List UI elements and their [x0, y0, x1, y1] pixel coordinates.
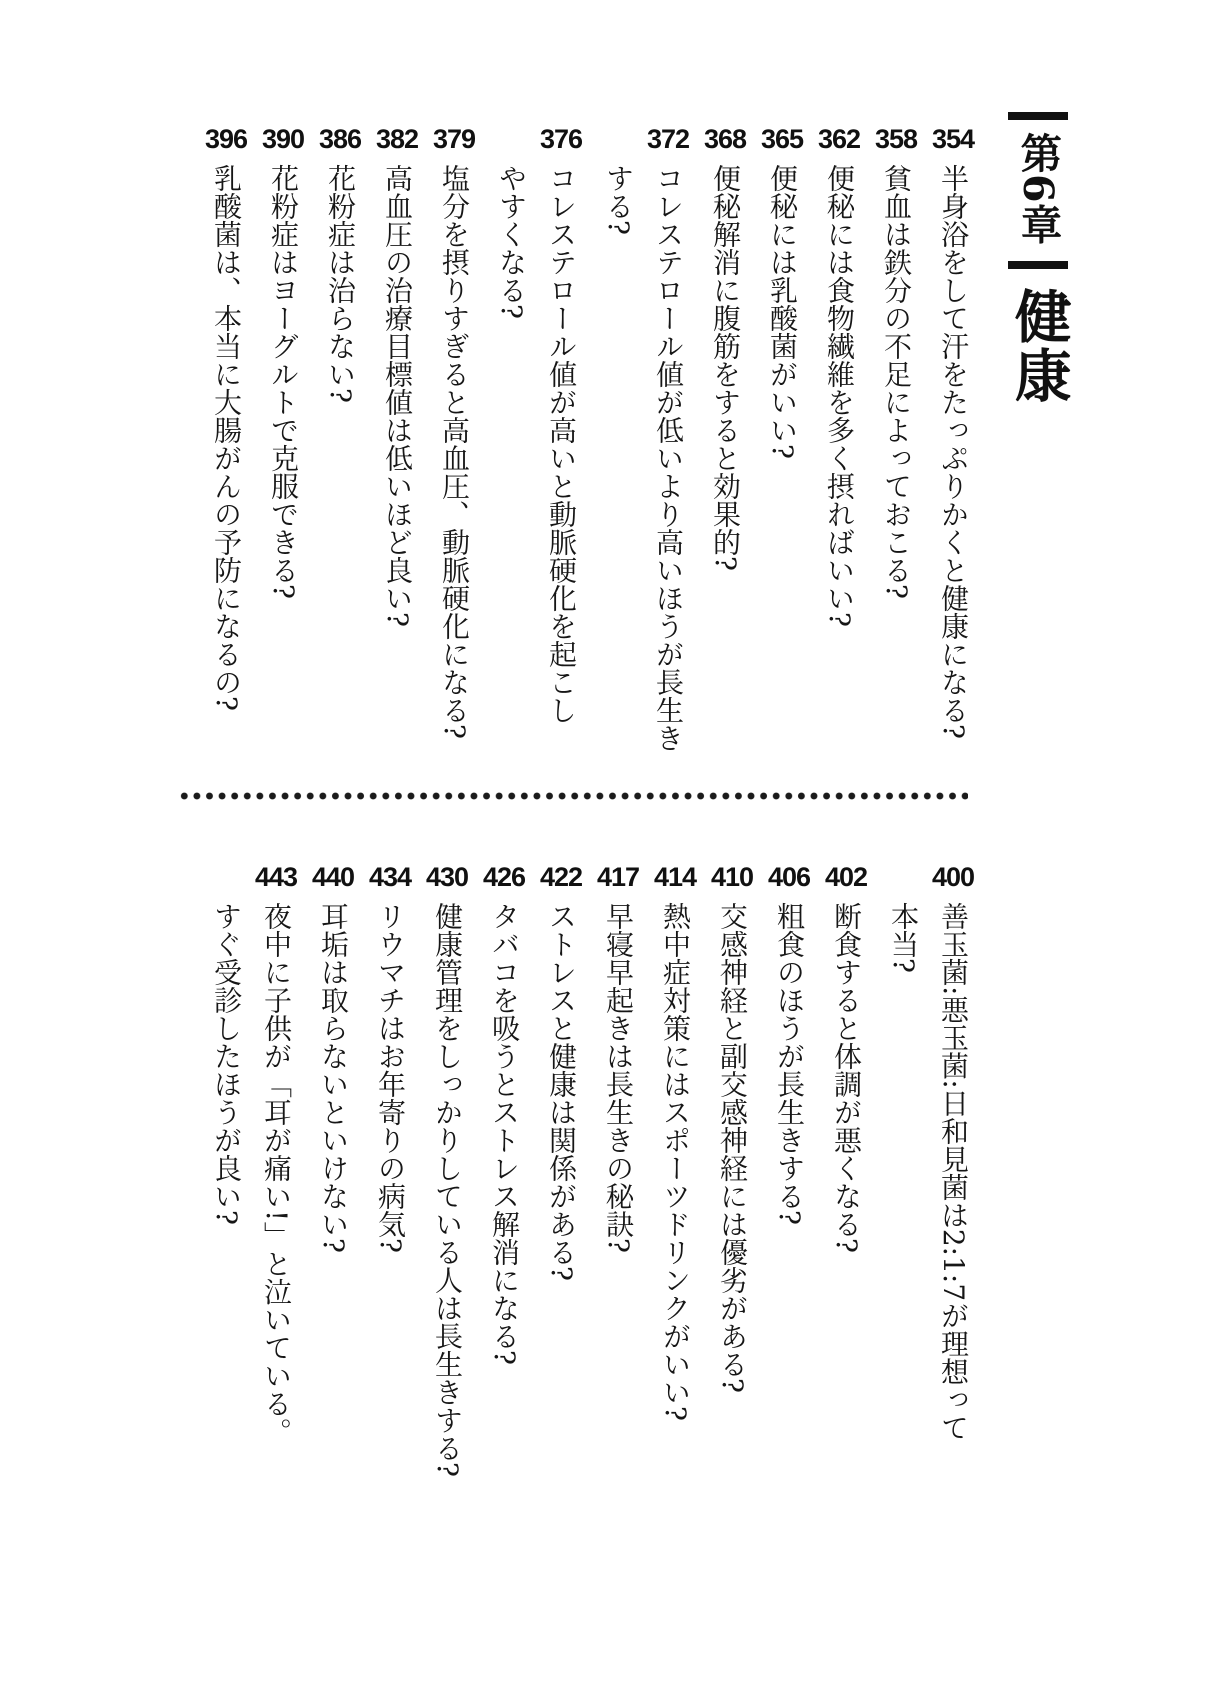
entry-text-line: コレステロール値が低いより高いほうが長生き [652, 164, 685, 752]
entry-title-vertical-text [315, 164, 365, 403]
entry-title-vertical-text [486, 164, 586, 724]
entry-text-line: コレステロール値が高いと動脈硬化を起こし [545, 164, 578, 724]
entry-page-number: 382 [375, 124, 419, 154]
toc-section-lower [201, 862, 978, 1477]
toc-entry [764, 862, 814, 1225]
toc-entry [650, 862, 700, 1421]
toc-entry [365, 862, 415, 1253]
toc-entry [422, 862, 472, 1477]
entry-page-number: 400 [931, 862, 975, 892]
entry-page-number: 362 [817, 124, 861, 154]
entry-title-vertical-text [764, 902, 814, 1225]
entry-page-number: 410 [710, 862, 754, 892]
entry-page-number: 406 [767, 862, 811, 892]
entry-page-number: 354 [931, 124, 975, 154]
entry-text-line: 耳垢は取らないといけない? [317, 902, 350, 1254]
entry-title-vertical-text [365, 902, 415, 1253]
toc-entry [486, 124, 586, 724]
entry-page-number: 402 [824, 862, 868, 892]
entry-text-line: 乳酸菌は、本当に大腸がんの予防になるの? [210, 164, 243, 712]
toc-entry [821, 862, 871, 1253]
entry-page-number: 426 [482, 862, 526, 892]
entry-page-number: 417 [596, 862, 640, 892]
toc-entry [593, 862, 643, 1253]
entry-title-vertical-text [928, 164, 978, 739]
entry-text-line: 半身浴をして汗をたっぷりかくと健康になる? [937, 164, 970, 740]
entry-text-line: やすくなる? [495, 164, 528, 320]
toc-entry [429, 124, 479, 739]
entry-title-vertical-text [814, 164, 864, 627]
entry-title-vertical-text [201, 164, 251, 711]
entry-page-number: 368 [703, 124, 747, 154]
toc-entry [315, 124, 365, 403]
header-rule-bottom [1008, 261, 1068, 269]
entry-page-number: 365 [760, 124, 804, 154]
entry-text-line: 本当? [887, 902, 920, 974]
toc-entry [479, 862, 529, 1365]
toc-entry [258, 124, 308, 599]
entry-title-vertical-text [878, 902, 978, 1441]
entry-text-line: 便秘には食物繊維を多く摂ればいい? [823, 164, 856, 628]
entry-page-number: 396 [204, 124, 248, 154]
entry-text-line: 断食すると体調が悪くなる? [830, 902, 863, 1254]
entry-text-line: 便秘には乳酸菌がいい? [766, 164, 799, 460]
entry-page-number: 434 [368, 862, 412, 892]
entry-text-line: 交感神経と副交感神経には優劣がある? [716, 902, 749, 1394]
entry-title-vertical-text [593, 902, 643, 1253]
entry-title-vertical-text [700, 164, 750, 571]
entry-text-line: 善玉菌:悪玉菌:日和見菌は2:1:7が理想って [937, 902, 970, 1442]
toc-entry [372, 124, 422, 627]
entry-title-vertical-text [536, 902, 586, 1281]
entry-page-number: 386 [318, 124, 362, 154]
entry-title-vertical-text [593, 164, 693, 752]
entry-title-vertical-text [429, 164, 479, 739]
chapter-title: 健康 [1005, 286, 1072, 405]
entry-text-line: 塩分を摂りすぎると高血圧、動脈硬化になる? [438, 164, 471, 740]
toc-entry [928, 124, 978, 739]
entry-text-line: 粗食のほうが長生きする? [773, 902, 806, 1226]
toc-entry [700, 124, 750, 571]
entry-text-line: 花粉症は治らない? [324, 164, 357, 404]
entry-page-number: 422 [539, 862, 583, 892]
entry-text-line: ストレスと健康は関係がある? [545, 902, 578, 1282]
entry-page-number: 430 [425, 862, 469, 892]
toc-entry [757, 124, 807, 459]
entry-text-line: 高血圧の治療目標値は低いほど良い? [381, 164, 414, 628]
entry-page-number: 379 [432, 124, 476, 154]
toc-entry [308, 862, 358, 1253]
entry-page-number: 390 [261, 124, 305, 154]
entry-title-vertical-text [757, 164, 807, 459]
toc-entry [593, 124, 693, 752]
entry-text-line: する? [602, 164, 635, 236]
chapter-number: 第6章 [1014, 132, 1062, 246]
toc-entry [201, 124, 251, 711]
toc-section-upper [201, 124, 978, 752]
entry-title-vertical-text [479, 902, 529, 1365]
entry-title-vertical-text [821, 902, 871, 1253]
entry-text-line: 便秘解消に腹筋をすると効果的? [709, 164, 742, 572]
entry-text-line: 花粉症はヨーグルトで克服できる? [267, 164, 300, 600]
entry-text-line: 健康管理をしっかりしている人は長生きする? [431, 902, 464, 1478]
entry-page-number: 376 [539, 124, 583, 154]
entry-page-number: 372 [646, 124, 690, 154]
toc-entry [878, 862, 978, 1441]
entry-title-vertical-text [707, 902, 757, 1393]
entry-page-number: 414 [653, 862, 697, 892]
entry-title-vertical-text [871, 164, 921, 599]
entry-title-vertical-text [372, 164, 422, 627]
entry-text-line: 早寝早起きは長生きの秘訣? [602, 902, 635, 1254]
dotted-divider [178, 791, 968, 801]
entry-text-line: すぐ受診したほうが良い? [210, 902, 243, 1226]
entry-text-line: 貧血は鉄分の不足によっておこる? [880, 164, 913, 600]
entry-text-line: タバコを吸うとストレス解消になる? [488, 902, 521, 1366]
entry-text-line: リウマチはお年寄りの病気? [374, 902, 407, 1254]
toc-entry [201, 862, 301, 1445]
toc-entry [871, 124, 921, 599]
entry-title-vertical-text [650, 902, 700, 1421]
entry-title-vertical-text [201, 902, 301, 1445]
toc-entry [814, 124, 864, 627]
chapter-header [1005, 112, 1072, 405]
entry-page-number: 358 [874, 124, 918, 154]
toc-entry [536, 862, 586, 1281]
entry-title-vertical-text [422, 902, 472, 1477]
entry-title-vertical-text [258, 164, 308, 599]
header-rule-top [1008, 112, 1068, 120]
entry-text-line: 熱中症対策にはスポーツドリンクがいい? [659, 902, 692, 1422]
entry-page-number: 443 [254, 862, 298, 892]
toc-entry [707, 862, 757, 1393]
entry-title-vertical-text [308, 902, 358, 1253]
entry-page-number: 440 [311, 862, 355, 892]
entry-text-line: 夜中に子供が「耳が痛い!」と泣いている。 [260, 902, 293, 1446]
